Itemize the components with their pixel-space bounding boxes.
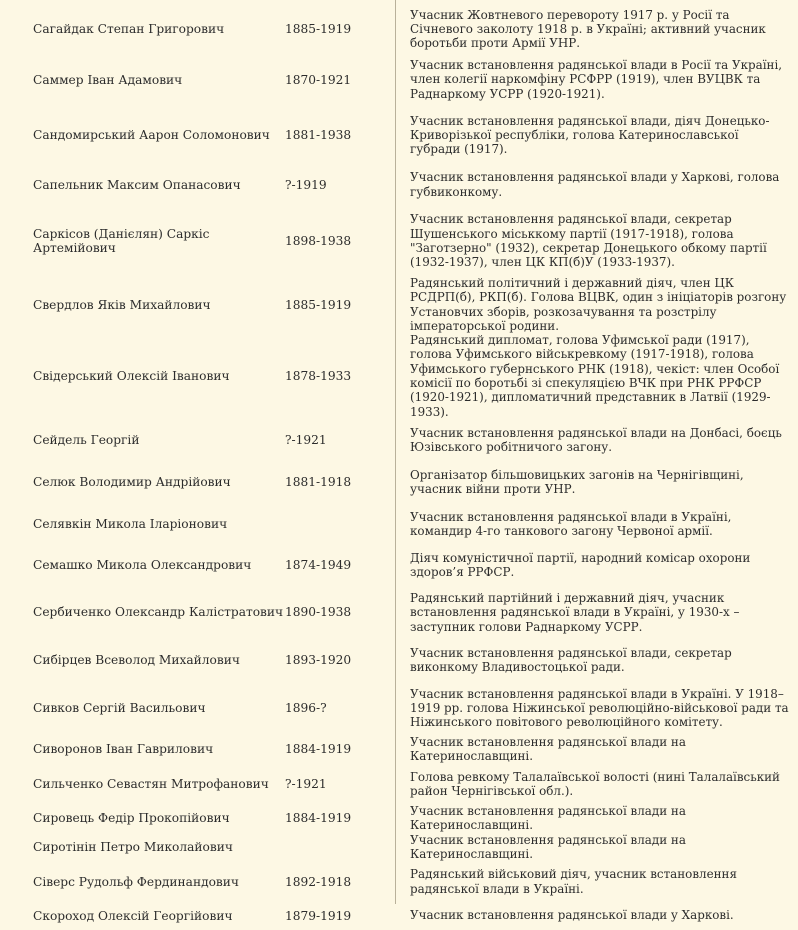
person-description: Радянський політичний і державний діяч, член ЦК РСДРП(б), РКП(б). Голова ВЦВК, один з ініціаторів розгону Установчих зборів, розкозачування та розстрілу імператорської родини. [410, 276, 787, 333]
table-row [0, 107, 798, 163]
person-description: Учасник встановлення радянської влади в Україні, командир 4-го танкового загону Червоної армії. [410, 509, 732, 538]
person-name: Сировець Федір Прокопійович [33, 811, 230, 826]
persons-table [0, 6, 798, 930]
person-description: Учасник встановлення радянської влади в Росії та Україні, член колегії наркомфіну РСФРР (1919), член ВУЦВК та Раднаркому УСРР (1920-1921). [410, 58, 783, 101]
life-years: 1885-1919 [285, 22, 352, 36]
table-row [0, 764, 798, 804]
person-name: Сивков Сергій Васильович [33, 700, 206, 715]
person-description: Радянський військовий діяч, учасник встановлення радянської влади в Україні. [410, 867, 737, 896]
person-name: Сандомирський Аарон Соломонович [33, 128, 270, 142]
person-description: Учасник встановлення радянської влади, секретар Шушенського міськкому партії (1917-1918), голова "Заготзерно" (1932), секретар Донецького обкому партії (1932-1937), член ЦК КП(б)У (1933-1937). [410, 212, 767, 270]
life-years [285, 503, 395, 545]
table-row [0, 163, 798, 206]
person-description: Учасник встановлення радянської влади, секретар виконкому Владивостоцької ради. [410, 646, 732, 675]
person-name: Сагайдак Степан Григорович [33, 22, 225, 36]
table-row [0, 545, 798, 585]
person-name: Сильченко Севастян Митрофанович [33, 776, 269, 791]
life-years: 1896-? [285, 700, 327, 715]
person-name: Свердлов Яків Михайлович [33, 297, 211, 312]
life-years: 1893-1920 [285, 653, 352, 668]
table-row [0, 52, 798, 107]
life-years: 1898-1938 [285, 234, 352, 248]
table-row [0, 419, 798, 461]
person-description: Учасник встановлення радянської влади, діяч Донецько-Криворізької республіки, голова Катеринославської губради (1917). [410, 113, 770, 157]
table-row [0, 461, 798, 503]
person-name: Сиротінін Петро Миколайович [33, 840, 233, 855]
person-description: Організатор більшовицьких загонів на Чернігівщині, учасник війни проти УНР. [410, 467, 744, 496]
life-years: ?-1919 [285, 177, 327, 192]
table-row [0, 503, 798, 545]
life-years: 1881-1918 [285, 474, 352, 489]
life-years: 1870-1921 [285, 72, 352, 87]
person-description: Голова ревкому Талалаївської волості (нині Талалаївський район Чернігівської обл.). [410, 769, 780, 798]
life-years: 1881-1938 [285, 128, 352, 142]
person-description: Учасник Жовтневого перевороту 1917 р. у Росії та Січневого заколоту 1918 р. в Україні; активний учасник боротьби проти Армії УНР. [410, 7, 766, 51]
table-row [0, 681, 798, 735]
person-description: Учасник встановлення радянської влади в Україні. У 1918–1919 рр. голова Ніжинської революційно-військової ради та Ніжинського повітового революційного комітету. [410, 686, 789, 730]
person-description: Радянський партійний і державний діяч, учасник встановлення радянської влади в Україні, у 1930-х – заступник голови Раднаркому УСРР. [410, 591, 740, 634]
table-row [0, 206, 798, 276]
life-years [285, 833, 395, 862]
person-name: Саркісов (Данієлян) Саркіс Артемійович [33, 227, 210, 255]
life-years: 1890-1938 [285, 605, 352, 620]
life-years: 1879-1919 [285, 908, 352, 923]
person-name: Саммер Іван Адамович [33, 72, 183, 87]
life-years: ?-1921 [285, 432, 327, 447]
table-row [0, 735, 798, 764]
person-description: Учасник встановлення радянської влади у Харкові, голова губвиконкому. [410, 170, 780, 199]
life-years: 1892-1918 [285, 874, 352, 889]
table-row [0, 333, 798, 419]
person-name: Сибірцев Всеволод Михайлович [33, 653, 240, 668]
table-row [0, 833, 798, 862]
person-name: Скороход Олексій Георгійович [33, 908, 233, 923]
person-name: Сіверс Рудольф Фердинандович [33, 874, 239, 889]
table-row [0, 6, 798, 52]
person-description: Діяч комуністичної партії, народний комісар охорони здоров’я РРФСР. [410, 550, 751, 579]
person-name: Семашко Микола Олександрович [33, 557, 252, 572]
life-years: 1885-1919 [285, 297, 352, 312]
table-row [0, 902, 798, 930]
person-name: Селявкін Микола Іларіонович [33, 516, 228, 531]
table-row [0, 276, 798, 333]
person-description: Учасник встановлення радянської влади на Катеринославщині. [410, 804, 686, 833]
person-description: Учасник встановлення радянської влади у Харкові. [410, 908, 734, 923]
life-years: 1884-1919 [285, 742, 352, 757]
life-years: ?-1921 [285, 776, 327, 791]
person-description: Радянський дипломат, голова Уфимської ради (1917), голова Уфимського військревкому (1917-1918), голова Уфимського губернського РНК (1918), чекіст: член Особої комісії по боротьбі зі спекуляцією ВЧК при РНК РРФСР (1920-1921), дипломатичний представник в Латвії (1929-1933). [410, 333, 780, 419]
person-name: Сейдель Георгій [33, 432, 140, 447]
person-description: Учасник встановлення радянської влади на Катеринославщині. [410, 735, 686, 764]
life-years: 1884-1919 [285, 811, 352, 826]
table-row [0, 862, 798, 902]
person-name: Свідерський Олексій Іванович [33, 369, 230, 384]
person-name: Сиворонов Іван Гаврилович [33, 742, 214, 757]
table-row [0, 640, 798, 681]
life-years: 1874-1949 [285, 557, 352, 572]
table-row [0, 585, 798, 640]
person-description: Учасник встановлення радянської влади на Донбасі, боєць Юзівського робітничого загону. [410, 425, 782, 454]
person-name: Сапельник Максим Опанасович [33, 177, 241, 192]
person-name: Селюк Володимир Андрійович [33, 474, 231, 489]
table-row [0, 804, 798, 833]
person-description: Учасник встановлення радянської влади на Катеринославщині. [410, 832, 686, 862]
person-name: Сербиченко Олександр Калістратович [33, 605, 284, 620]
life-years: 1878-1933 [285, 369, 352, 384]
